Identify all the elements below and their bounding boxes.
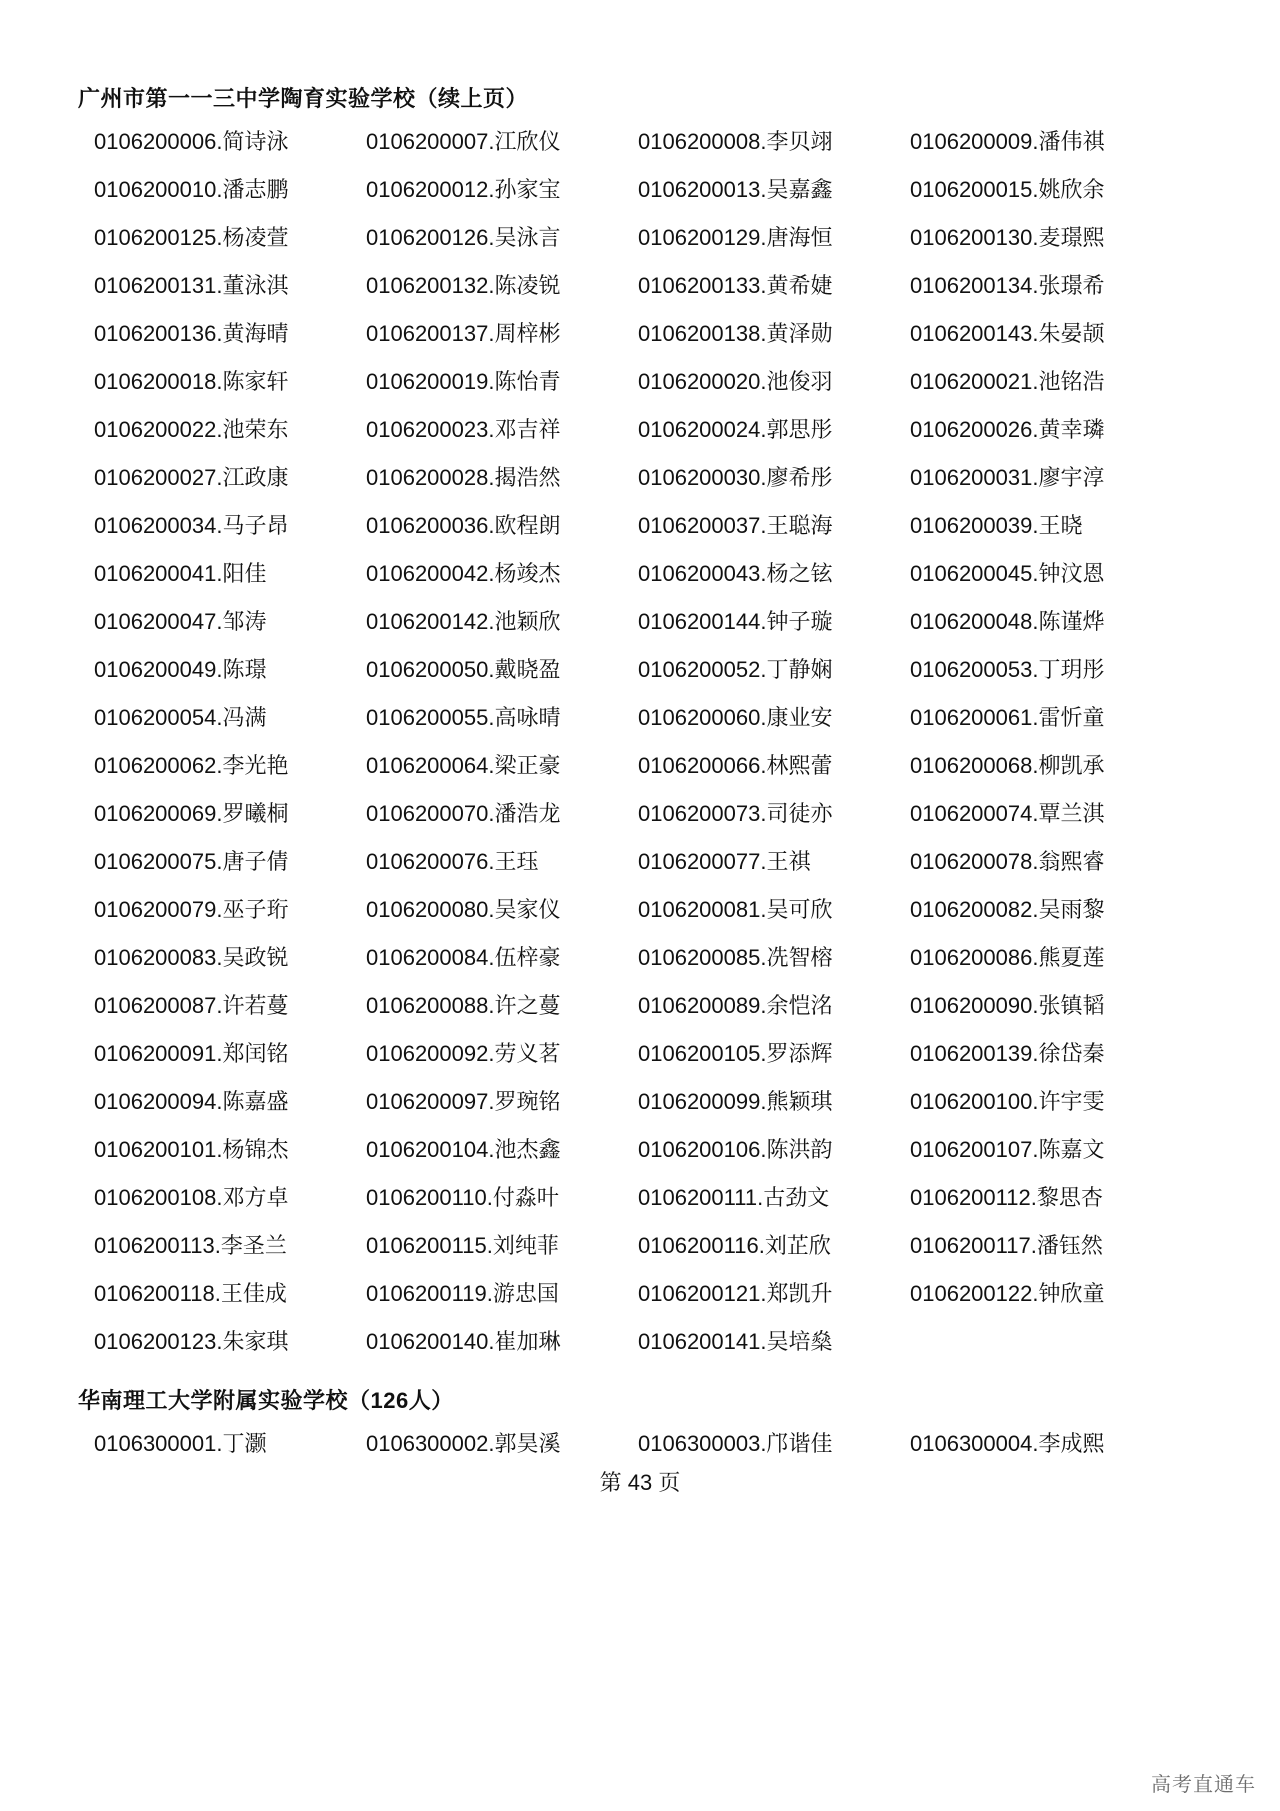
list-item: 0106200023.邓吉祥 (366, 417, 561, 442)
list-item: 0106200010.潘志鹏 (94, 177, 289, 202)
list-item: 0106200116.刘芷欣 (638, 1233, 831, 1258)
list-item: 0106200119.游忠国 (366, 1281, 559, 1306)
list-item: 0106200125.杨凌萱 (94, 225, 289, 250)
list-item: 0106200126.吴泳言 (366, 225, 561, 250)
list-item: 0106200091.郑闰铭 (94, 1041, 289, 1066)
list-item: 0106200030.廖希彤 (638, 465, 833, 490)
list-item: 0106200090.张镇韬 (910, 993, 1105, 1018)
list-item: 0106200024.郭思彤 (638, 417, 833, 442)
list-item: 0106200083.吴政锐 (94, 945, 289, 970)
list-item: 0106200089.余恺洺 (638, 993, 833, 1018)
list-item: 0106200070.潘浩龙 (366, 801, 561, 826)
list-item: 0106200009.潘伟祺 (910, 129, 1105, 154)
list-item: 0106200079.巫子珩 (94, 897, 289, 922)
list-item: 0106200144.钟子璇 (638, 609, 833, 634)
list-item: 0106200130.麦璟熙 (910, 225, 1105, 250)
list-item: 0106200018.陈家轩 (94, 369, 289, 394)
list-item: 0106200042.杨竣杰 (366, 561, 561, 586)
list-item: 0106200064.梁正豪 (366, 753, 561, 778)
list-item: 0106200031.廖宇淳 (910, 465, 1105, 490)
list-item: 0106200106.陈洪韵 (638, 1137, 833, 1162)
list-item: 0106200108.邓方卓 (94, 1185, 289, 1210)
list-item: 0106200118.王佳成 (94, 1281, 287, 1306)
list-item: 0106200037.王聪海 (638, 513, 833, 538)
list-item: 0106200104.池杰鑫 (366, 1137, 561, 1162)
list-item: 0106200081.吴可欣 (638, 897, 833, 922)
entry-grid-school-113-taoyu (94, 118, 1182, 1366)
list-item: 0106200054.冯满 (94, 705, 267, 730)
list-item: 0106200132.陈凌锐 (366, 273, 561, 298)
list-item: 0106200085.冼智榕 (638, 945, 833, 970)
list-item: 0106200047.邹涛 (94, 609, 267, 634)
list-item: 0106200100.许宇雯 (910, 1089, 1105, 1114)
list-item: 0106200105.罗添辉 (638, 1041, 833, 1066)
list-item: 0106200131.董泳淇 (94, 273, 289, 298)
list-item: 0106200021.池铭浩 (910, 369, 1105, 394)
list-item: 0106200068.柳凯承 (910, 753, 1105, 778)
list-item: 0106200129.唐海恒 (638, 225, 833, 250)
list-item: 0106200022.池荣东 (94, 417, 289, 442)
list-item: 0106200052.丁静娴 (638, 657, 833, 682)
list-item: 0106200055.高咏晴 (366, 705, 561, 730)
list-item: 0106200113.李圣兰 (94, 1233, 287, 1258)
list-item: 0106200006.简诗泳 (94, 129, 289, 154)
section-title-scut-affiliated: 华南理工大学附属实验学校（126人） (78, 1388, 454, 1413)
list-item: 0106200121.郑凯升 (638, 1281, 833, 1306)
list-item: 0106300001.丁灏 (94, 1431, 267, 1456)
list-item: 0106200077.王祺 (638, 849, 811, 874)
list-item: 0106200086.熊夏莲 (910, 945, 1105, 970)
list-item: 0106200034.马子昂 (94, 513, 289, 538)
list-item: 0106200026.黄幸璘 (910, 417, 1105, 442)
list-item: 0106200142.池颖欣 (366, 609, 561, 634)
list-item: 0106200062.李光艳 (94, 753, 289, 778)
list-item: 0106200049.陈璟 (94, 657, 267, 682)
page-number: 第 43 页 (599, 1470, 681, 1495)
list-item: 0106200134.张璟希 (910, 273, 1105, 298)
list-item: 0106200133.黄希婕 (638, 273, 833, 298)
list-item: 0106200008.李贝翊 (638, 129, 833, 154)
list-item: 0106200045.钟汶恩 (910, 561, 1105, 586)
list-item: 0106200136.黄海晴 (94, 321, 289, 346)
list-item: 0106200115.刘纯菲 (366, 1233, 559, 1258)
list-item: 0106200138.黄泽勋 (638, 321, 833, 346)
list-item: 0106200094.陈嘉盛 (94, 1089, 289, 1114)
list-item: 0106200013.吴嘉鑫 (638, 177, 833, 202)
list-item: 0106200053.丁玥彤 (910, 657, 1105, 682)
list-item: 0106200043.杨之铉 (638, 561, 833, 586)
list-item: 0106200088.许之蔓 (366, 993, 561, 1018)
list-item: 0106200061.雷忻童 (910, 705, 1105, 730)
list-item: 0106300004.李成熙 (910, 1431, 1105, 1456)
list-item: 0106200050.戴晓盈 (366, 657, 561, 682)
list-item: 0106200082.吴雨黎 (910, 897, 1105, 922)
list-item: 0106200048.陈谨烨 (910, 609, 1105, 634)
list-item: 0106200099.熊颖琪 (638, 1089, 833, 1114)
list-item: 0106200073.司徒亦 (638, 801, 833, 826)
list-item: 0106200084.伍梓豪 (366, 945, 561, 970)
list-item: 0106200036.欧程朗 (366, 513, 561, 538)
list-item: 0106200123.朱家琪 (94, 1329, 289, 1354)
list-item: 0106200101.杨锦杰 (94, 1137, 289, 1162)
list-item: 0106200020.池俊羽 (638, 369, 833, 394)
list-item: 0106200112.黎思杏 (910, 1185, 1103, 1210)
list-item: 0106200080.吴家仪 (366, 897, 561, 922)
list-item: 0106200143.朱晏颉 (910, 321, 1105, 346)
list-item: 0106200007.江欣仪 (366, 129, 561, 154)
list-item: 0106300003.邝谐佳 (638, 1431, 833, 1456)
list-item: 0106200097.罗琬铭 (366, 1089, 561, 1114)
list-item: 0106200092.劳义茗 (366, 1041, 561, 1066)
watermark-text: 高考直通车 (1151, 1774, 1256, 1796)
list-item: 0106200141.吴培燊 (638, 1329, 833, 1354)
list-item: 0106200075.唐子倩 (94, 849, 289, 874)
section-title-school-113-taoyu: 广州市第一一三中学陶育实验学校（续上页） (78, 86, 529, 111)
entry-grid-scut-affiliated (94, 1420, 1182, 1468)
list-item: 0106200117.潘钰然 (910, 1233, 1103, 1258)
list-item: 0106200078.翁熙睿 (910, 849, 1105, 874)
list-item: 0106200140.崔加琳 (366, 1329, 561, 1354)
list-item: 0106200027.江政康 (94, 465, 289, 490)
list-item: 0106200122.钟欣童 (910, 1281, 1105, 1306)
list-item: 0106200012.孙家宝 (366, 177, 561, 202)
list-item: 0106200111.古劲文 (638, 1185, 830, 1210)
list-item: 0106200019.陈怡青 (366, 369, 561, 394)
list-item: 0106200041.阳佳 (94, 561, 267, 586)
list-item: 0106200028.揭浩然 (366, 465, 561, 490)
list-item: 0106200039.王晓 (910, 513, 1083, 538)
list-item: 0106200137.周梓彬 (366, 321, 561, 346)
list-item: 0106200139.徐岱秦 (910, 1041, 1105, 1066)
list-item: 0106200069.罗曦桐 (94, 801, 289, 826)
list-item: 0106200060.康业安 (638, 705, 833, 730)
list-item: 0106200074.覃兰淇 (910, 801, 1105, 826)
list-item: 0106200066.林熙蕾 (638, 753, 833, 778)
list-item: 0106300002.郭昊溪 (366, 1431, 561, 1456)
list-item: 0106200076.王珏 (366, 849, 539, 874)
list-item: 0106200087.许若蔓 (94, 993, 289, 1018)
list-item: 0106200015.姚欣余 (910, 177, 1105, 202)
list-item: 0106200107.陈嘉文 (910, 1137, 1105, 1162)
list-item: 0106200110.付淼叶 (366, 1185, 559, 1210)
